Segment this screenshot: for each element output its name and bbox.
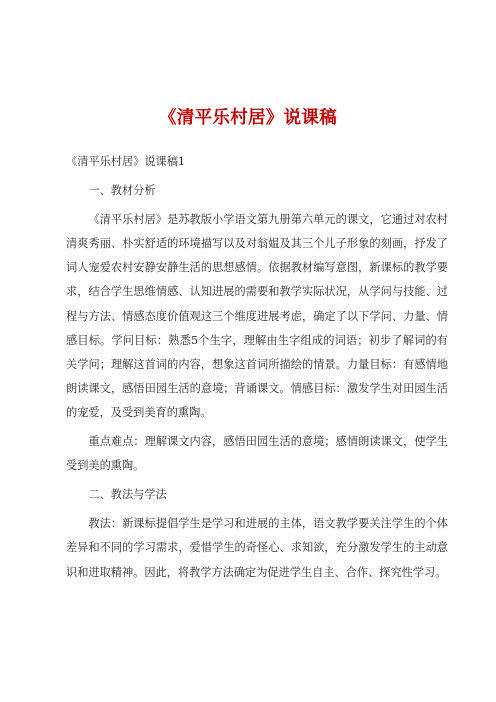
subsection-heading: 一、教材分析 — [88, 184, 156, 198]
body-paragraph: 《清平乐村居》是苏教版小学语文第九册第六单元的课文，它通过对农村清爽秀丽、朴实舒适的环境描写以及对翁媪及其三个儿子形象的刻画，抒发了词人宠爱农村安静安静生活的思想感情。依据教材编写意图，新课标的教学要求，结合学生思维情感、认知进展的需要和教学实际状况，从学问与技能、过程与方法、情感态度价值观这三个维度进展考虑，确定了以下学问、力量、情感目标。学问目标：熟悉5个生字，理解由生字组成的词语；初步了解词的有关学问；理解这首词的内容，想象这首词所描绘的情景。力量目标：有感情地朗读课文，感悟田园生活的意境；背诵课文。情感目标：激发学生对田园生活的宠爱，及受到美育的熏陶。 — [66, 213, 448, 419]
document-title: 《清平乐村居》说课稿 — [159, 108, 337, 128]
section-heading: 《清平乐村居》说课稿1 — [66, 155, 185, 168]
body-paragraph: 重点难点：理解课文内容，感悟田园生活的意境；感情朗读课文，使学生受到美的熏陶。 — [66, 435, 448, 473]
subsection-heading: 二、教法与学法 — [88, 488, 167, 502]
body-paragraph: 教法：新课标提倡学生是学习和进展的主体，语文教学要关注学生的个体差异和不同的学习需求，爱惜学生的奇怪心、求知欲，充分激发学生的主动意识和进取精神。因此，将教学方法确定为促进学生自主、合作、探究性学习。 — [66, 517, 448, 579]
document-body — [66, 150, 448, 590]
